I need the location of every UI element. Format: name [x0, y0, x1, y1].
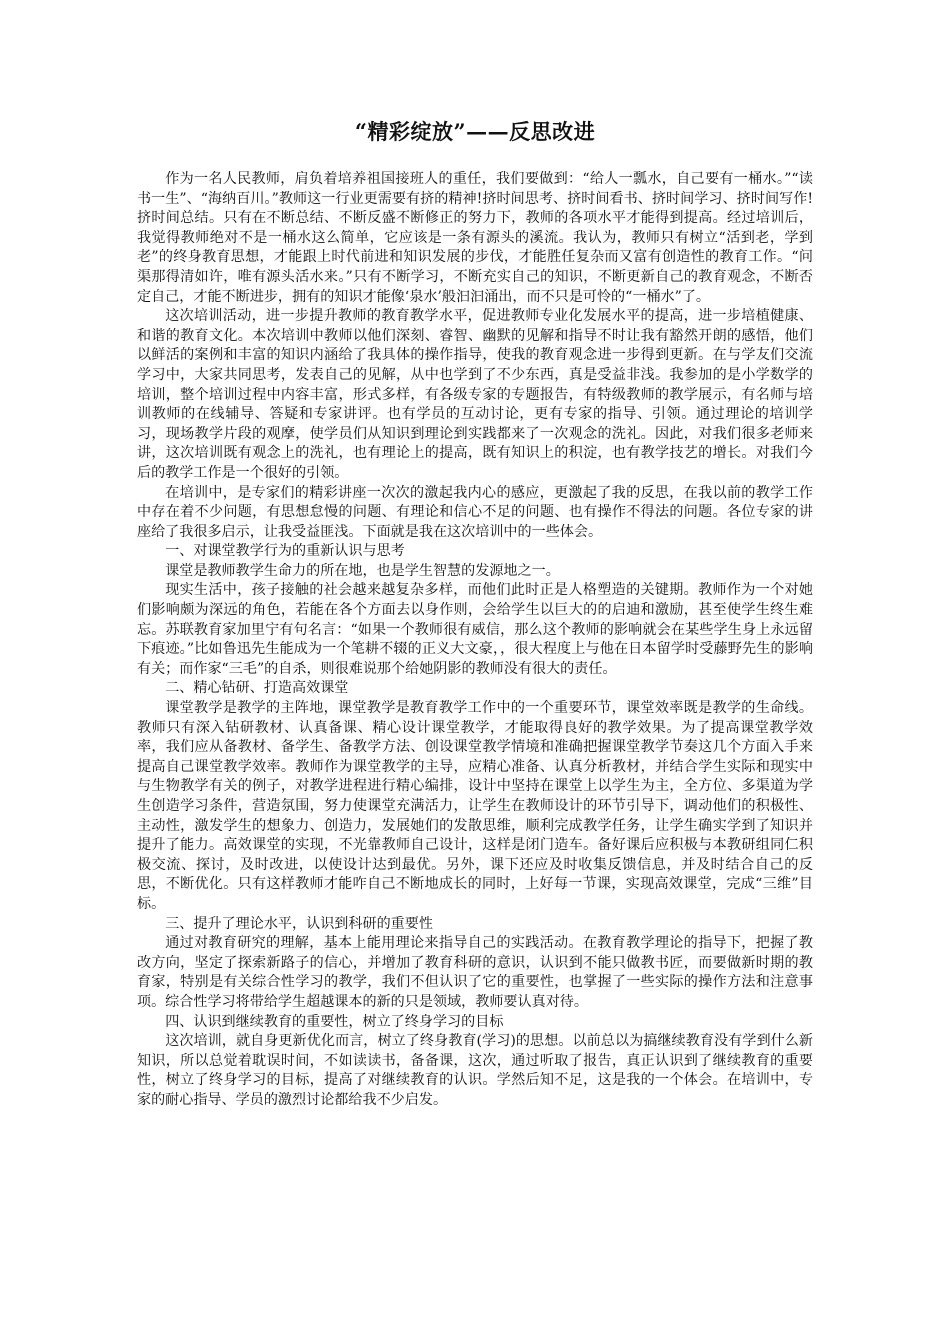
paragraph: 现实生活中，孩子接触的社会越来越复杂多样，而他们此时正是人格塑造的关键期。教师作为一个对她们影响颇为深远的角色，若能在各个方面去以身作则，会给学生以巨大的的启迪和激励，甚至使学生终生难忘。苏联教育家加里宁有句名言：“如果一个教师很有威信，那么这个教师的影响就会在某些学生身上永远留下痕迹。”比如鲁迅先生能成为一个笔耕不辍的正义大文豪，，很大程度上与他在日本留学时受藤野先生的影响有关；而作家“三毛”的自杀，则很难说那个给她阴影的教师没有很大的责任。	[137, 582, 813, 677]
section-heading: 一、对课堂教学行为的重新认识与思考	[165, 543, 405, 560]
paragraph: 课堂是教师教学生命力的所在地，也是学生智慧的发源地之一。	[165, 562, 560, 579]
document-body	[137, 170, 813, 1111]
section-heading: 二、精心钻研、打造高效课堂	[165, 680, 349, 697]
paragraph: 通过对教育研究的理解，基本上能用理论来指导自己的实践活动。在教育教学理论的指导下，把握了教改方向，坚定了探索新路子的信心，并增加了教育科研的意识，认识到不能只做教书匠，而要做新时期的教育家，特别是有关综合性学习的教学，我们不但认识了它的重要性，也掌握了一些实际的操作方法和注意事项。综合性学习将带给学生超越课本的新的只是领域，教师要认真对待。	[137, 935, 813, 1010]
paragraph: 这次培训，就自身更新优化而言，树立了终身教育(学习)的思想。以前总以为搞继续教育没有学到什么新知识，所以总觉着耽误时间，不如读读书，备备课，这次，通过听取了报告，真正认识到了继续教育的重要性，树立了终身学习的目标，提高了对继续教育的认识。学然后知不足，这是我的一个体会。在培训中，专家的耐心指导、学员的激烈讨论都给我不少启发。	[137, 1033, 813, 1108]
paragraph: 在培训中，是专家们的精彩讲座一次次的激起我内心的感应，更激起了我的反思，在我以前的教学工作中存在着不少问题，有思想怠慢的问题、有理论和信心不足的问题、也有操作不得法的问题。各位专家的讲座给了我很多启示，让我受益匪浅。下面就是我在这次培训中的一些体会。	[137, 484, 813, 540]
paragraph: 这次培训活动，进一步提升教师的教育教学水平，促进教师专业化发展水平的提高，进一步培植健康、和谐的教育文化。本次培训中教师以他们深刻、睿智、幽默的见解和指导不时让我有豁然开朗的感悟，他们以鲜活的案例和丰富的知识内涵给了我具体的操作指导，使我的教育观念进一步得到更新。在与学友们交流学习中，大家共同思考，发表自己的见解，从中也学到了不少东西，真是受益非浅。我参加的是小学数学的培训，整个培训过程中内容丰富，形式多样，有各级专家的专题报告，有特级教师的教学展示，有名师与培训教师的在线辅导、答疑和专家讲评。也有学员的互动讨论，更有专家的指导、引领。通过理论的培训学习，现场教学片段的观摩，使学员们从知识到理论到实践都来了一次观念的洗礼。因此，对我们很多老师来讲，这次培训既有观念上的洗礼，也有理论上的提高，既有知识上的积淀，也有教学技艺的增长。对我们今后的教学工作是一个很好的引领。	[137, 308, 813, 481]
section-heading: 三、提升了理论水平，认识到科研的重要性	[165, 915, 433, 932]
section-heading: 四、认识到继续教育的重要性，树立了终身学习的目标	[165, 1013, 504, 1030]
paragraph: 课堂教学是教学的主阵地，课堂教学是教育教学工作中的一个重要环节，课堂效率既是教学的生命线。教师只有深入钻研教材、认真备课、精心设计课堂教学，才能取得良好的教学效果。为了提高课堂教学效率，我们应从备教材、备学生、备教学方法、创设课堂教学情境和准确把握课堂教学节奏这几个方面入手来提高自己课堂教学效率。教师作为课堂教学的主导，应精心准备、认真分析教材，并结合学生实际和现实中与生物教学有关的例子，对教学进程进行精心编排，设计中坚持在课堂上以学生为主，全方位、多渠道为学生创造学习条件，营造氛围，努力使课堂充满活力，让学生在教师设计的环节引导下，调动他们的积极性、主动性，激发学生的想象力、创造力，发展她们的发散思维，顺利完成教学任务，让学生确实学到了知识并提升了能力。高效课堂的实现，不光靠教师自己设计，这样是闭门造车。备好课后应积极与本教研组同仁积极交流、探讨，及时改进，以使设计达到最优。另外，课下还应及时收集反馈信息，并及时结合自己的反思，不断优化。只有这样教师才能咋自己不断地成长的同时，上好每一节课，实现高效课堂，完成“三维”目标。	[137, 700, 813, 912]
paragraph: 作为一名人民教师，肩负着培养祖国接班人的重任，我们要做到：“给人一瓢水，自己要有一桶水。”“读书一生”、“海纳百川。”教师这一行业更需要有挤的精神!挤时间思考、挤时间看书、挤时间学习、挤时间写作!挤时间总结。只有在不断总结、不断反盛不断修正的努力下，教师的各项水平才能得到提高。经过培训后，我觉得教师绝对不是一桶水这么简单，它应该是一条有源头的溪流。我认为，教师只有树立“活到老，学到老”的终身教育思想，才能跟上时代前进和知识发展的步伐，才能胜任复杂而又富有创造性的教育工作。“问渠那得清如许，唯有源头活水来。”只有不断学习，不断充实自己的知识，不断更新自己的教育观念，不断否定自己，才能不断进步，拥有的知识才能像‘泉水’般汩汩涌出，而不只是可怜的“一桶水”了。	[137, 171, 813, 305]
document-title: “精彩绽放”——反思改进	[354, 119, 596, 144]
